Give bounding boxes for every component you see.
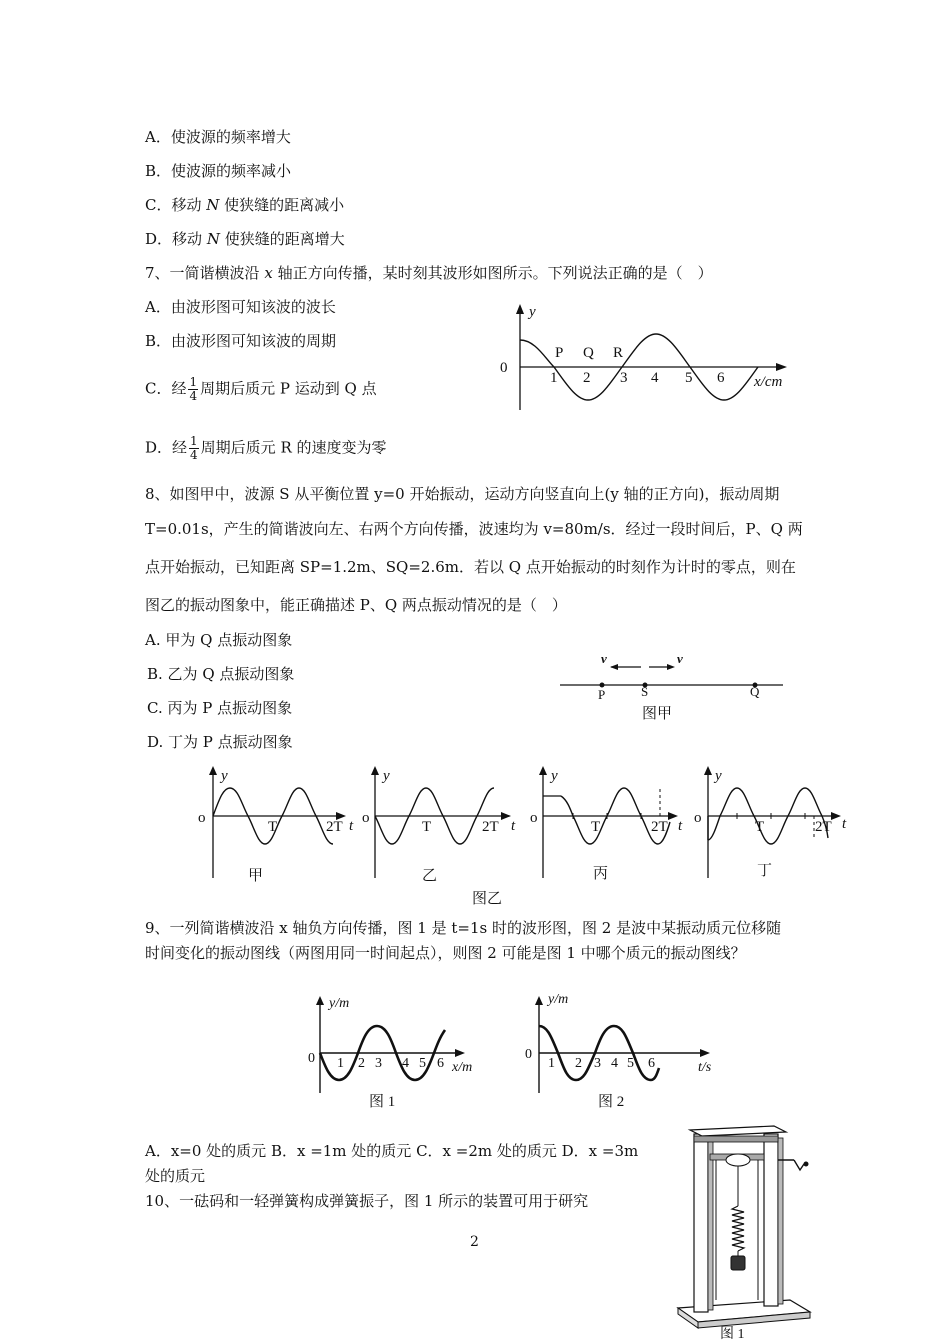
q10-stem-line1: 10、一砝码和一轻弹簧构成弹簧振子，图 1 所示的装置可用于研究 bbox=[145, 1192, 589, 1210]
tick-label: 3 bbox=[620, 370, 628, 386]
q7-stem: 7、一简谐横波沿 x 轴正方向传播，某时刻其波形如图所示。下列说法正确的是（ ） bbox=[145, 264, 713, 282]
tick-label: 4 bbox=[402, 1056, 409, 1071]
graph-name: 乙 bbox=[422, 868, 438, 884]
q6-option-c: C．移动 N 使狭缝的距离减小 bbox=[145, 196, 345, 214]
tick-label: 2 bbox=[583, 370, 591, 386]
y-axis-label: y/m bbox=[329, 996, 350, 1011]
q7-wave-figure bbox=[490, 300, 800, 415]
tick-label: 4 bbox=[651, 370, 659, 386]
origin-label: o bbox=[530, 810, 538, 826]
y-axis-label: y bbox=[715, 768, 722, 784]
origin-label: o bbox=[198, 810, 206, 826]
tick-label: 3 bbox=[594, 1056, 601, 1071]
q8-stem-line4: 图乙的振动图象中，能正确描述 P、Q 两点振动情况的是（ ） bbox=[145, 596, 567, 614]
velocity-left-label: v bbox=[601, 651, 607, 666]
q7-option-c: C．经 $\frac{1}{4}$ 周期后质元 P 运动到 Q 点 bbox=[145, 375, 377, 403]
point-p-label: P bbox=[555, 345, 564, 361]
tick-label: 3 bbox=[375, 1056, 382, 1071]
q9-stem-line1: 9、一列简谐横波沿 x 轴负方向传播，图 1 是 t=1s 时的波形图，图 2 是波中某振动质元位移随 bbox=[145, 919, 782, 937]
fraction: $\frac{1}{4}$ bbox=[189, 375, 198, 403]
y-axis-label: y/m bbox=[548, 992, 569, 1007]
q9-figure-2 bbox=[522, 990, 717, 1115]
graph-yi bbox=[362, 766, 516, 884]
graph-name: 丙 bbox=[593, 866, 609, 882]
tick-label-2t: 2T bbox=[482, 819, 499, 835]
tick-label: 5 bbox=[419, 1056, 426, 1071]
t-axis-label: t bbox=[511, 818, 516, 834]
tick-label-t: T bbox=[591, 819, 601, 835]
tick-label-2t: 2T bbox=[326, 819, 343, 835]
tick-label: 1 bbox=[550, 370, 558, 386]
graph-name: 甲 bbox=[248, 868, 264, 884]
q6-option-b: B．使波源的频率减小 bbox=[145, 162, 292, 180]
origin-label: 0 bbox=[525, 1047, 532, 1062]
y-axis-label: y bbox=[529, 304, 536, 320]
fraction: $\frac{1}{4}$ bbox=[190, 434, 198, 462]
point-s-label: S bbox=[641, 684, 649, 699]
figure-caption: 图 1 bbox=[369, 1094, 396, 1110]
x-axis-label: t/s bbox=[698, 1060, 712, 1075]
figure-caption: 图 2 bbox=[598, 1094, 625, 1110]
graph-ding bbox=[694, 766, 847, 879]
page-number: 2 bbox=[470, 1234, 479, 1250]
tick-label: 5 bbox=[685, 370, 693, 386]
tick-label: 6 bbox=[648, 1056, 655, 1071]
q9-figure-1 bbox=[303, 990, 488, 1115]
x-axis-label: x/cm bbox=[754, 374, 783, 390]
figure-caption: 图 1 bbox=[720, 1327, 745, 1342]
q7-option-a: A．由波形图可知该波的波长 bbox=[145, 298, 336, 316]
q8-option-b: B. 乙为 Q 点振动图象 bbox=[147, 665, 295, 683]
y-axis-label: y bbox=[383, 768, 390, 784]
q9-options-line2: 处的质元 bbox=[145, 1167, 206, 1185]
q9-options-line1: A．x=0 处的质元 B．x =1m 处的质元 C．x =2m 处的质元 D．x =3m bbox=[145, 1142, 639, 1160]
tick-label: 5 bbox=[627, 1056, 634, 1071]
tick-label-2t: 2T bbox=[651, 819, 668, 835]
tick-label: 1 bbox=[337, 1056, 344, 1071]
q8-stem-line3: 点开始振动，已知距离 SP=1.2m、SQ=2.6m．若以 Q 点开始振动的时刻作为计时的零点，则在 bbox=[145, 558, 796, 576]
point-p-label: P bbox=[598, 687, 606, 702]
q6-option-a: A．使波源的频率增大 bbox=[145, 128, 291, 146]
point-q-label: Q bbox=[750, 684, 760, 699]
q7-option-d: D．经 $\frac{1}{4}$ 周期后质元 R 的速度变为零 bbox=[145, 434, 387, 462]
tick-label: 6 bbox=[437, 1056, 444, 1071]
q8-option-c: C. 丙为 P 点振动图象 bbox=[147, 699, 293, 717]
origin-label: o bbox=[362, 810, 370, 826]
q6-option-d: D．移动 N 使狭缝的距离增大 bbox=[145, 230, 345, 248]
graph-bing bbox=[530, 766, 683, 882]
t-axis-label: t bbox=[349, 818, 354, 834]
y-axis-label: y bbox=[551, 768, 558, 784]
tick-label: 6 bbox=[717, 370, 725, 386]
q8-stem-line2: T=0.01s，产生的简谐波向左、右两个方向传播，波速均为 v=80m/s．经过一段时间后，P、Q 两 bbox=[145, 520, 803, 538]
tick-label-t: T bbox=[268, 819, 278, 835]
tick-label: 1 bbox=[548, 1056, 555, 1071]
origin-label: 0 bbox=[308, 1051, 315, 1066]
x-axis-label: x/m bbox=[452, 1060, 473, 1075]
point-r-label: R bbox=[613, 345, 624, 361]
y-axis-label: y bbox=[221, 768, 228, 784]
t-axis-label: t bbox=[678, 818, 683, 834]
tick-label-t: T bbox=[422, 819, 432, 835]
q9-stem-line2: 时间变化的振动图线（两图用同一时间起点），则图 2 可能是图 1 中哪个质元的振动图线？ bbox=[145, 944, 746, 962]
graph-jia bbox=[198, 766, 354, 884]
q8-figure-yi bbox=[190, 760, 860, 910]
figure-caption: 图甲 bbox=[642, 706, 673, 722]
tick-label-2t: 2T bbox=[815, 819, 832, 835]
velocity-right-label: v bbox=[677, 651, 683, 666]
tick-label: 2 bbox=[358, 1056, 365, 1071]
origin-label: 0 bbox=[500, 360, 508, 376]
q8-option-d: D. 丁为 P 点振动图象 bbox=[147, 733, 293, 751]
q8-option-a: A. 甲为 Q 点振动图象 bbox=[145, 631, 293, 649]
point-q-label: Q bbox=[583, 345, 594, 361]
t-axis-label: t bbox=[842, 816, 847, 832]
tick-label: 2 bbox=[575, 1056, 582, 1071]
q7-option-b: B．由波形图可知该波的周期 bbox=[145, 332, 337, 350]
origin-label: o bbox=[694, 810, 702, 826]
tick-label-t: T bbox=[755, 819, 765, 835]
figure-caption: 图乙 bbox=[472, 891, 503, 907]
tick-label: 4 bbox=[611, 1056, 618, 1071]
graph-name: 丁 bbox=[757, 863, 773, 879]
q8-figure-jia bbox=[555, 645, 790, 725]
q8-stem-line1: 8、如图甲中，波源 S 从平衡位置 y=0 开始振动，运动方向竖直向上(y 轴的正方向)，振动周期 bbox=[145, 485, 780, 503]
spring-apparatus-figure bbox=[670, 1120, 820, 1344]
